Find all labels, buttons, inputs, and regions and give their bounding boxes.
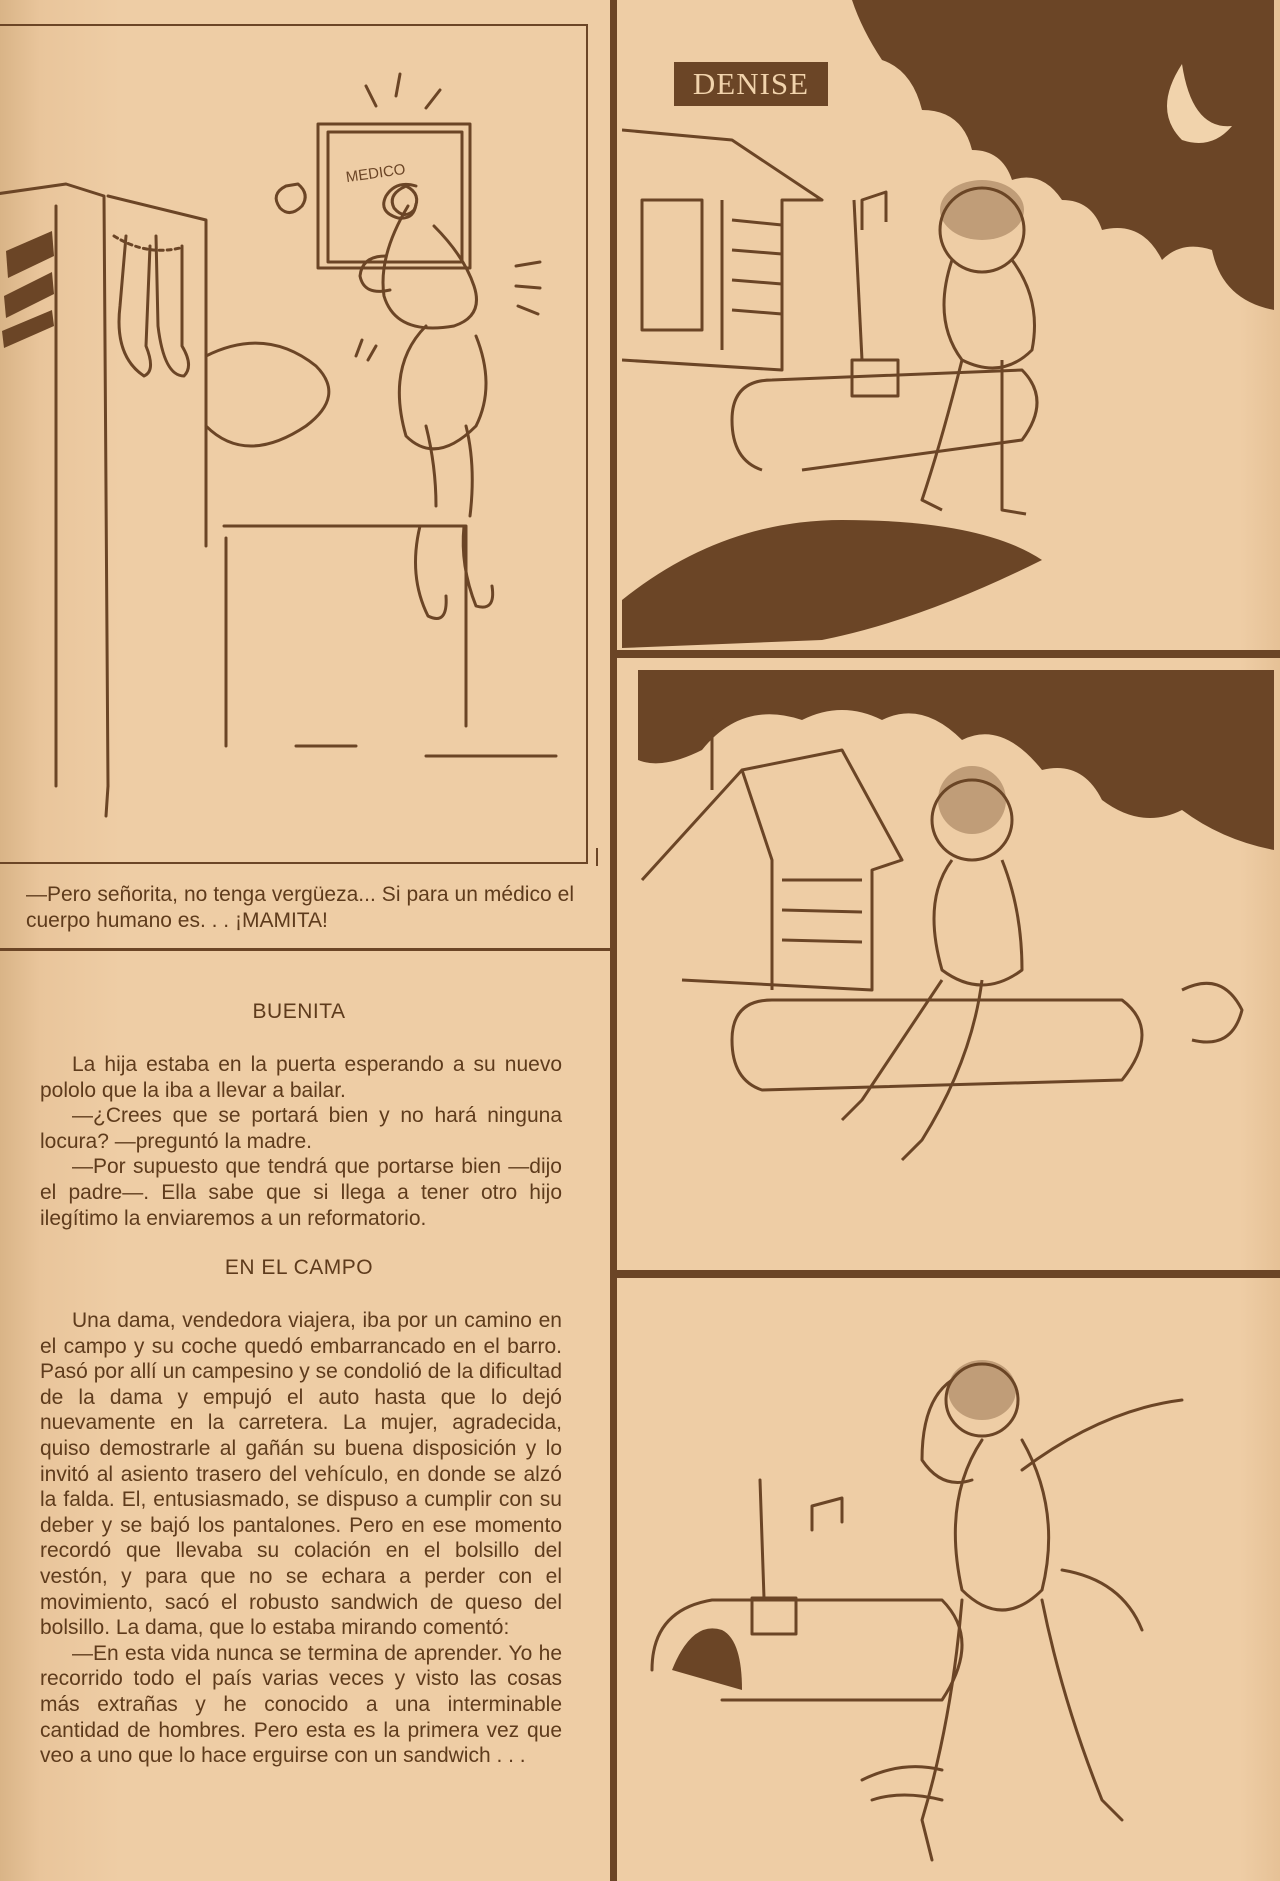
doctor-cartoon-illustration	[0, 26, 588, 866]
panel-divider	[617, 650, 1280, 658]
panel-divider	[617, 1270, 1280, 1278]
comic-title-badge: DENISE	[674, 62, 828, 106]
column-divider	[610, 0, 617, 1881]
horizontal-divider	[0, 948, 612, 951]
panel-edge-tick	[596, 848, 598, 866]
dancing-scene-illustration	[622, 1280, 1274, 1881]
story-body-buenita	[40, 1052, 562, 1231]
story-paragraph: —Por supuesto que tendrá que portarse bien —dijo el padre—. Ella sabe que si llega a tener otro hijo ilegítimo la enviaremos a un reformatorio.	[40, 1155, 562, 1230]
story-paragraph: La hija estaba en la puerta esperando a su nuevo pololo que la iba a llevar a bailar.	[40, 1053, 562, 1102]
story-title-buenita: BUENITA	[252, 1000, 346, 1023]
story-title-en-el-campo: EN EL CAMPO	[224, 1256, 374, 1279]
story-paragraph: Una dama, vendedora viajera, iba por un camino en el campo y su coche quedó embarrancado en el barro. Pasó por allí un campesino y se condolió de la dificultad de la dama y empujó el auto hasta que lo dejó nuevamente en la carretera. La mujer, agradecida, quiso demostrarle al gañán su buena disposición y lo invitó al asiento trasero del vehículo, en donde se alzó la falda. El, entusiasmado, se dispuso a cumplir con su deber y se bajó los pantalones. Pero en ese momento recordó que llevaba su colación en el bolsillo del vestón, y para que no se echara a perder con el movimiento, sacó el robusto sandwich de queso del bolsillo. La dama, que lo estaba mirando comentó:	[40, 1309, 562, 1640]
story-paragraph: —En esta vida nunca se termina de aprender. Yo he recorrido todo el país varias veces y visto las cosas más extrañas y he conocido a una interminable cantidad de hombres. Pero esta es la primera vez que veo a uno que lo hace erguirse con un sandwich . . .	[40, 1641, 562, 1768]
cabin-scene-illustration	[622, 660, 1274, 1268]
comic-panel-2	[622, 660, 1274, 1268]
doctor-cartoon-panel	[0, 24, 588, 864]
medico-sign-text: MEDICO	[344, 160, 407, 187]
story-body-en-el-campo	[40, 1308, 562, 1769]
comic-panel-1	[622, 0, 1274, 648]
comic-panel-3	[622, 1280, 1274, 1881]
cartoon-caption: —Pero señorita, no tenga vergüeza... Si para un médico el cuerpo humano es. . . ¡MAMITA!	[26, 883, 574, 932]
story-paragraph: —¿Crees que se portará bien y no hará ninguna locura? —preguntó la madre.	[40, 1104, 562, 1153]
